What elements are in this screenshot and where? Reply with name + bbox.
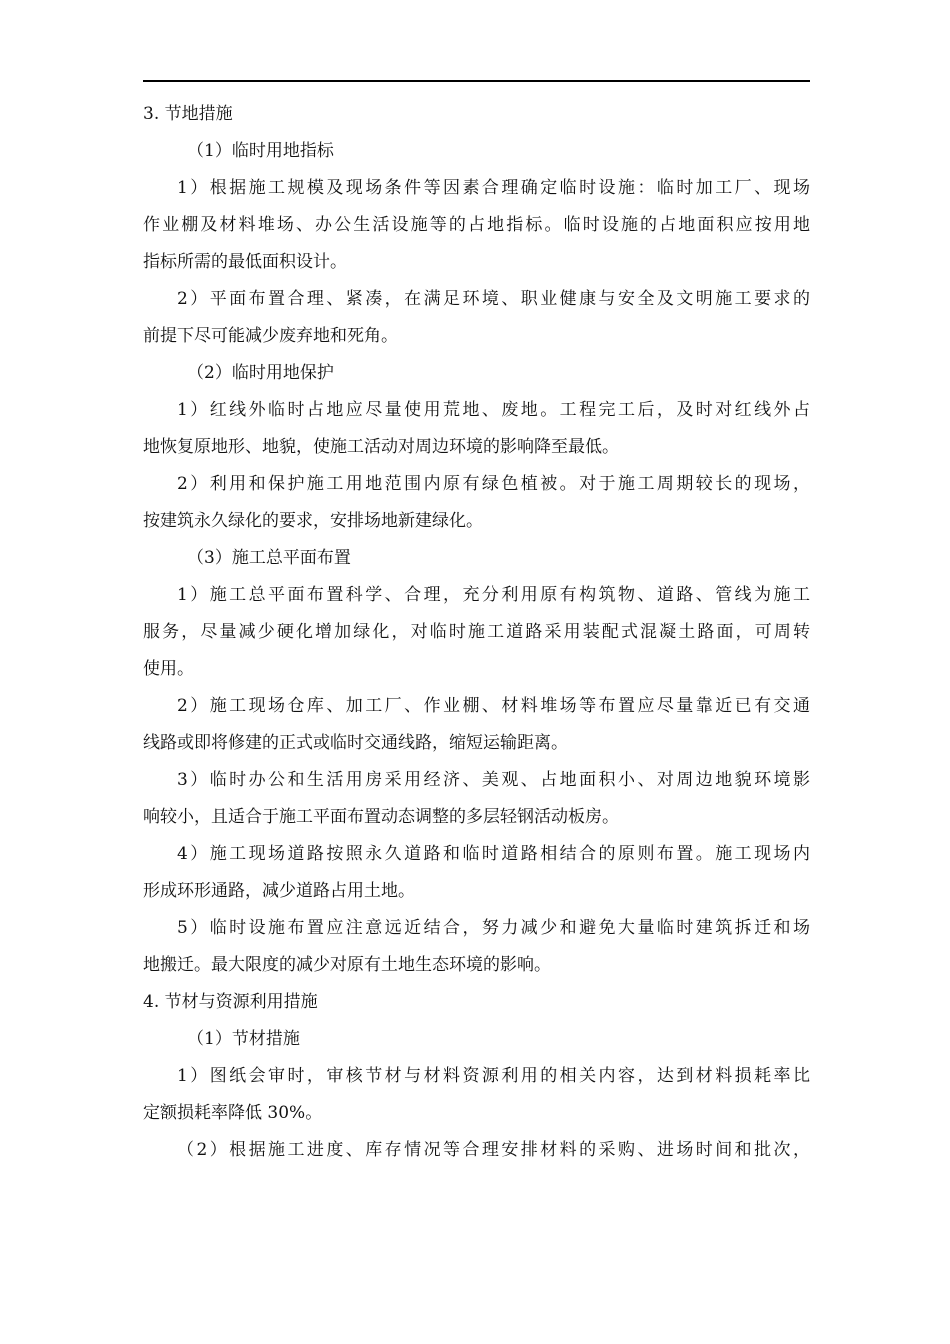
text-line: （1）节材措施 — [187, 1029, 300, 1049]
text-line: 1）图纸会审时，审核节材与材料资源利用的相关内容，达到材料损耗率比 — [177, 1066, 810, 1086]
text-line: （2）临时用地保护 — [187, 363, 334, 383]
text-line: 3）临时办公和生活用房采用经济、美观、占地面积小、对周边地貌环境影 — [177, 770, 810, 790]
text-line: 按建筑永久绿化的要求，安排场地新建绿化。 — [143, 511, 483, 531]
text-line: 1）根据施工规模及现场条件等因素合理确定临时设施：临时加工厂、现场 — [177, 178, 810, 198]
text-line: 4. 节材与资源利用措施 — [143, 992, 318, 1012]
document-body — [143, 96, 810, 1169]
text-line: 2）平面布置合理、紧凑，在满足环境、职业健康与安全及文明施工要求的 — [177, 289, 810, 309]
text-line: 2）施工现场仓库、加工厂、作业棚、材料堆场等布置应尽量靠近已有交通 — [177, 696, 810, 716]
text-line: （2）根据施工进度、库存情况等合理安排材料的采购、进场时间和批次， — [177, 1140, 810, 1160]
text-line: （3）施工总平面布置 — [187, 548, 351, 568]
text-line: 地搬迁。最大限度的减少对原有土地生态环境的影响。 — [143, 955, 551, 975]
text-line: 地恢复原地形、地貌，使施工活动对周边环境的影响降至最低。 — [143, 437, 619, 457]
text-line: 3. 节地措施 — [143, 104, 233, 124]
text-line: 响较小，且适合于施工平面布置动态调整的多层轻钢活动板房。 — [143, 807, 619, 827]
header-rule — [143, 80, 810, 82]
text-line: 使用。 — [143, 659, 194, 679]
text-line: 形成环形通路，减少道路占用土地。 — [143, 881, 415, 901]
text-line: 定额损耗率降低 30%。 — [143, 1103, 323, 1123]
text-line: 2）利用和保护施工用地范围内原有绿色植被。对于施工周期较长的现场， — [177, 474, 810, 494]
text-line: 5）临时设施布置应注意远近结合，努力减少和避免大量临时建筑拆迁和场 — [177, 918, 810, 938]
text-line: 线路或即将修建的正式或临时交通线路，缩短运输距离。 — [143, 733, 568, 753]
text-line: 1）施工总平面布置科学、合理，充分利用原有构筑物、道路、管线为施工 — [177, 585, 810, 605]
text-line: （1）临时用地指标 — [187, 141, 334, 161]
text-line: 作业棚及材料堆场、办公生活设施等的占地指标。临时设施的占地面积应按用地 — [143, 215, 810, 235]
text-line: 前提下尽可能减少废弃地和死角。 — [143, 326, 398, 346]
text-line: 4）施工现场道路按照永久道路和临时道路相结合的原则布置。施工现场内 — [177, 844, 810, 864]
text-line: 服务，尽量减少硬化增加绿化，对临时施工道路采用装配式混凝土路面，可周转 — [143, 622, 810, 642]
text-line: 1）红线外临时占地应尽量使用荒地、废地。工程完工后，及时对红线外占 — [177, 400, 810, 420]
text-line: 指标所需的最低面积设计。 — [143, 252, 347, 272]
